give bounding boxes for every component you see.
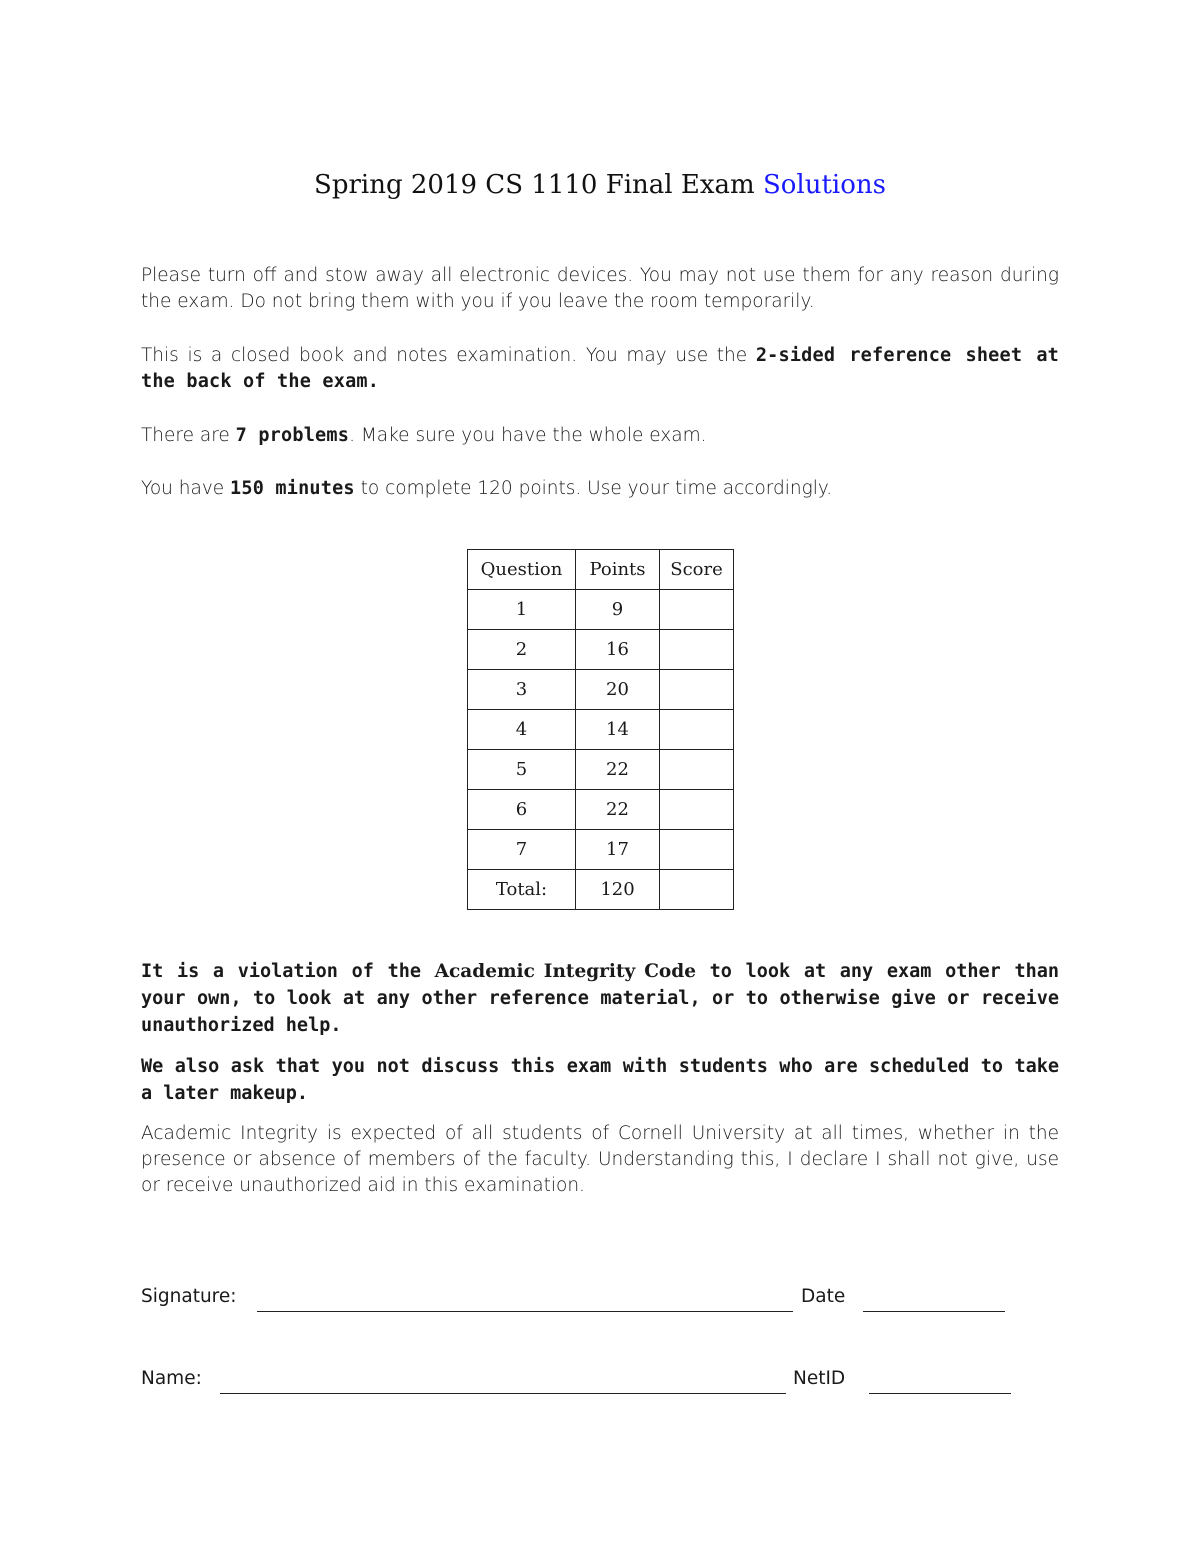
question-score[interactable] (660, 790, 734, 830)
question-score[interactable] (660, 830, 734, 870)
title-accent: Solutions (762, 170, 886, 200)
instruction-devices: Please turn off and stow away all electronic devices. You may not use them for any reason during the exam. Do not bring them with you if you leave the room temporarily. (141, 265, 1059, 312)
instruction-closed-book (141, 343, 1059, 395)
integrity-statement: Academic Integrity is expected of all students of Cornell University at all times, whether in the presence or absence of members of the faculty. Understanding this, I declare I shall not give, use or receive unauthorized aid in this examination. (141, 1123, 1059, 1196)
score-table-header (468, 550, 734, 590)
page-title (0, 170, 1200, 200)
question-number: 1 (468, 590, 576, 630)
question-points: 16 (576, 630, 660, 670)
question-score[interactable] (660, 670, 734, 710)
question-number: 5 (468, 750, 576, 790)
instruction-time (141, 476, 1059, 502)
question-score[interactable] (660, 750, 734, 790)
integrity-warning-pre: It is a violation of the (141, 961, 435, 982)
integrity-warning (141, 958, 1059, 1039)
academic-integrity-code: Academic Integrity Code (434, 961, 696, 982)
instruction-time-pre: You have (141, 478, 231, 499)
table-total-row (468, 870, 734, 910)
table-row (468, 710, 734, 750)
instruction-closed-book-text: This is a closed book and notes examination. You may use the (141, 345, 756, 366)
question-score[interactable] (660, 710, 734, 750)
question-points: 22 (576, 790, 660, 830)
question-points: 9 (576, 590, 660, 630)
question-number: 2 (468, 630, 576, 670)
total-score[interactable] (660, 870, 734, 910)
header-question: Question (468, 550, 576, 590)
header-score: Score (660, 550, 734, 590)
instruction-time-post: to complete 120 points. Use your time accordingly. (354, 478, 833, 499)
total-points: 120 (576, 870, 660, 910)
question-points: 17 (576, 830, 660, 870)
makeup-warning: We also ask that you not discuss this exam with students who are scheduled to take a later makeup. (141, 1056, 1059, 1104)
header-points: Points (576, 550, 660, 590)
integrity-warning-post: to look at any exam other than your own, to look at any other reference material, or to otherwise give or receive unauthorized help. (141, 961, 1059, 1036)
date-label: Date (801, 1286, 846, 1307)
instruction-problems (141, 423, 1059, 449)
question-number: 4 (468, 710, 576, 750)
question-points: 14 (576, 710, 660, 750)
name-label: Name: (141, 1368, 202, 1389)
title-main: Spring 2019 CS 1110 Final Exam (314, 170, 755, 200)
question-points: 22 (576, 750, 660, 790)
table-row (468, 670, 734, 710)
signature-label: Signature: (141, 1286, 237, 1307)
question-score[interactable] (660, 630, 734, 670)
question-number: 7 (468, 830, 576, 870)
instruction-reference-sheet: 2-sided reference sheet at the back of the exam. (141, 345, 1059, 392)
question-points: 20 (576, 670, 660, 710)
date-line[interactable] (863, 1311, 1005, 1312)
netid-line[interactable] (869, 1393, 1011, 1394)
table-row (468, 790, 734, 830)
score-table (467, 549, 734, 910)
instruction-problems-count: 7 problems (235, 425, 350, 446)
table-row (468, 830, 734, 870)
signature-line[interactable] (257, 1311, 793, 1312)
name-line[interactable] (220, 1393, 786, 1394)
question-number: 3 (468, 670, 576, 710)
total-label: Total: (468, 870, 576, 910)
table-row (468, 630, 734, 670)
table-row (468, 750, 734, 790)
instruction-time-minutes: 150 minutes (230, 478, 355, 499)
question-number: 6 (468, 790, 576, 830)
instruction-problems-post: . Make sure you have the whole exam. (349, 425, 707, 446)
instruction-problems-pre: There are (141, 425, 236, 446)
question-score[interactable] (660, 590, 734, 630)
table-row (468, 590, 734, 630)
netid-label: NetID (793, 1368, 846, 1389)
